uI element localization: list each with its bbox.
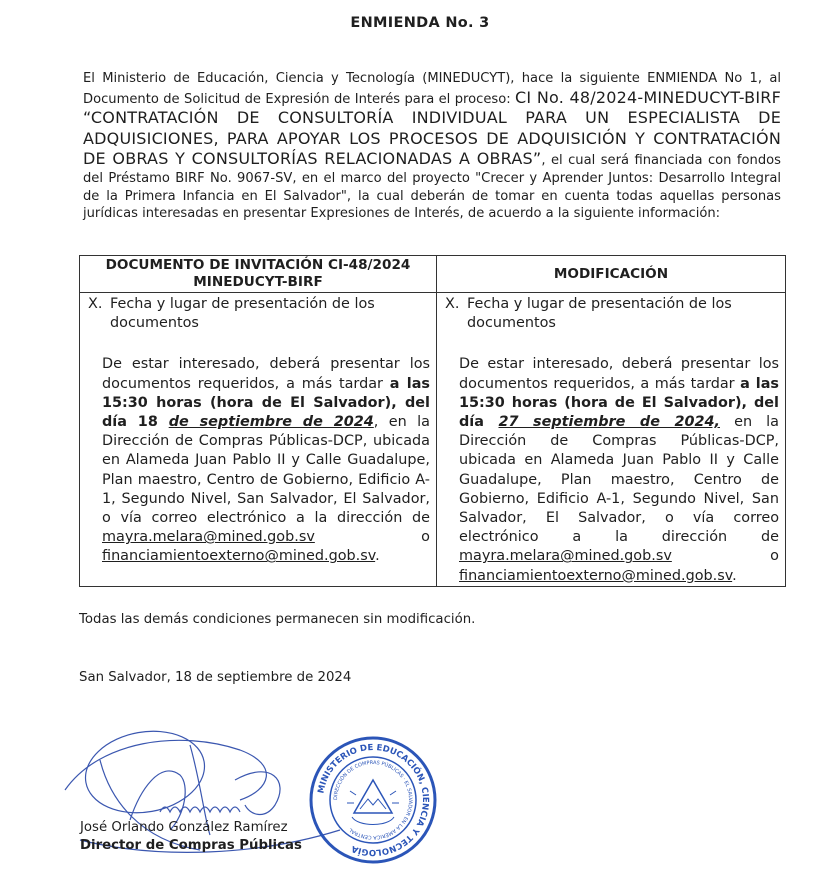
document-title: ENMIENDA No. 3: [350, 15, 490, 31]
official-seal: [308, 735, 438, 865]
modification-cell: [437, 293, 786, 587]
email-link-2[interactable]: financiamientoexterno@mined.gob.sv: [102, 548, 376, 565]
item-number: X.: [445, 296, 460, 312]
signatory-role: Director de Compras Públicas: [80, 838, 302, 853]
process-name: “CONTRATACIÓN DE CONSULTORÍA INDIVIDUAL PARA UN ESPECIALISTA DE ADQUISICIONES, PARA APOYAR LOS PROCESOS DE ADQUISICIÓN Y CONTRATACIÓN DE OBRAS Y CONSULTORÍAS RELACIONADAS A OBRAS”: [83, 108, 781, 169]
amendment-table: [79, 255, 786, 587]
original-date: de septiembre de 2024: [168, 414, 374, 431]
text-segment: o: [314, 529, 430, 546]
original-cell: [80, 293, 437, 587]
text-segment: en la Dirección de Compras Públicas-DCP, ubicada en Alameda Juan Pablo II y Calle Guadalupe, Plan maestro, Centro de Gobierno, Edificio A-1, Segundo Nivel, San Salvador, El Salvador, o vía correo electrónico a la dirección de: [459, 414, 779, 546]
intro-paragraph: [83, 70, 781, 223]
modified-text: [445, 355, 779, 585]
deadline-time: a las 15:30 horas (hora de El Salvador), del día: [459, 375, 779, 431]
email-link-1[interactable]: mayra.melara@mined.gob.sv: [102, 529, 315, 546]
svg-text:MINISTERIO DE EDUCACIÓN, CIENC: MINISTERIO DE EDUCACIÓN, CIENCIA Y TECNOLOGÍA: [316, 742, 431, 858]
deadline-time: a las 15:30 horas (hora de El Salvador), del día 18: [102, 375, 431, 431]
signatory-name: José Orlando González Ramírez: [80, 820, 288, 835]
text-segment: .: [732, 567, 737, 584]
item-title: Fecha y lugar de presentación de los documentos: [467, 296, 732, 332]
intro-text-2: , el cual será financiada con fondos del Préstamo BIRF No. 9067-SV, en el marco del proyecto "Crecer y Aprender Juntos: Desarrollo Integral de la Primera Infancia en El Salvador", la cual deberán de tomar en cuenta todas aquellas personas jurídicas interesadas en presentar Expresiones de Interés, de acuerdo a la siguiente información:: [83, 153, 781, 222]
intro-text-1: El Ministerio de Educación, Ciencia y Tecnología (MINEDUCYT), hace la siguiente ENMIENDA No 1, al Documento de Solicitud de Expresión de Interés para el proceso:: [83, 71, 781, 107]
place-date: San Salvador, 18 de septiembre de 2024: [79, 670, 352, 685]
email-link-1[interactable]: mayra.melara@mined.gob.sv: [459, 548, 672, 565]
closing-statement: Todas las demás condiciones permanecen sin modificación.: [79, 612, 476, 627]
text-segment: .: [375, 548, 380, 565]
text-segment: De estar interesado, deberá presentar los documentos requeridos, a más tardar: [459, 356, 779, 392]
modified-date: 27 septiembre de 2024,: [498, 414, 720, 431]
text-segment: De estar interesado, deberá presentar los documentos requeridos, a más tardar: [102, 356, 430, 392]
item-title: Fecha y lugar de presentación de los documentos: [110, 296, 375, 332]
original-text: [88, 355, 430, 566]
right-column-header: MODIFICACIÓN: [437, 256, 786, 293]
process-id: CI No. 48/2024-MINEDUCYT-BIRF: [515, 87, 781, 107]
left-column-header: DOCUMENTO DE INVITACIÓN CI-48/2024 MINEDUCYT-BIRF: [80, 256, 437, 293]
email-link-2[interactable]: financiamientoexterno@mined.gob.sv: [459, 567, 733, 584]
svg-text:DIRECCIÓN DE COMPRAS PÚBLICAS: DIRECCIÓN DE COMPRAS PÚBLICAS · EL SALVADOR EN LA AMÉRICA CENTRAL: [332, 759, 414, 841]
text-segment: o: [671, 548, 779, 565]
item-number: X.: [88, 296, 103, 312]
text-segment: , en la Dirección de Compras Públicas-DCP, ubicada en Alameda Juan Pablo II y Calle Guadalupe, Plan maestro, Centro de Gobierno, Edificio A-1, Segundo Nivel, San Salvador, El Salvador, o vía correo electrónico a la dirección de: [102, 414, 431, 527]
